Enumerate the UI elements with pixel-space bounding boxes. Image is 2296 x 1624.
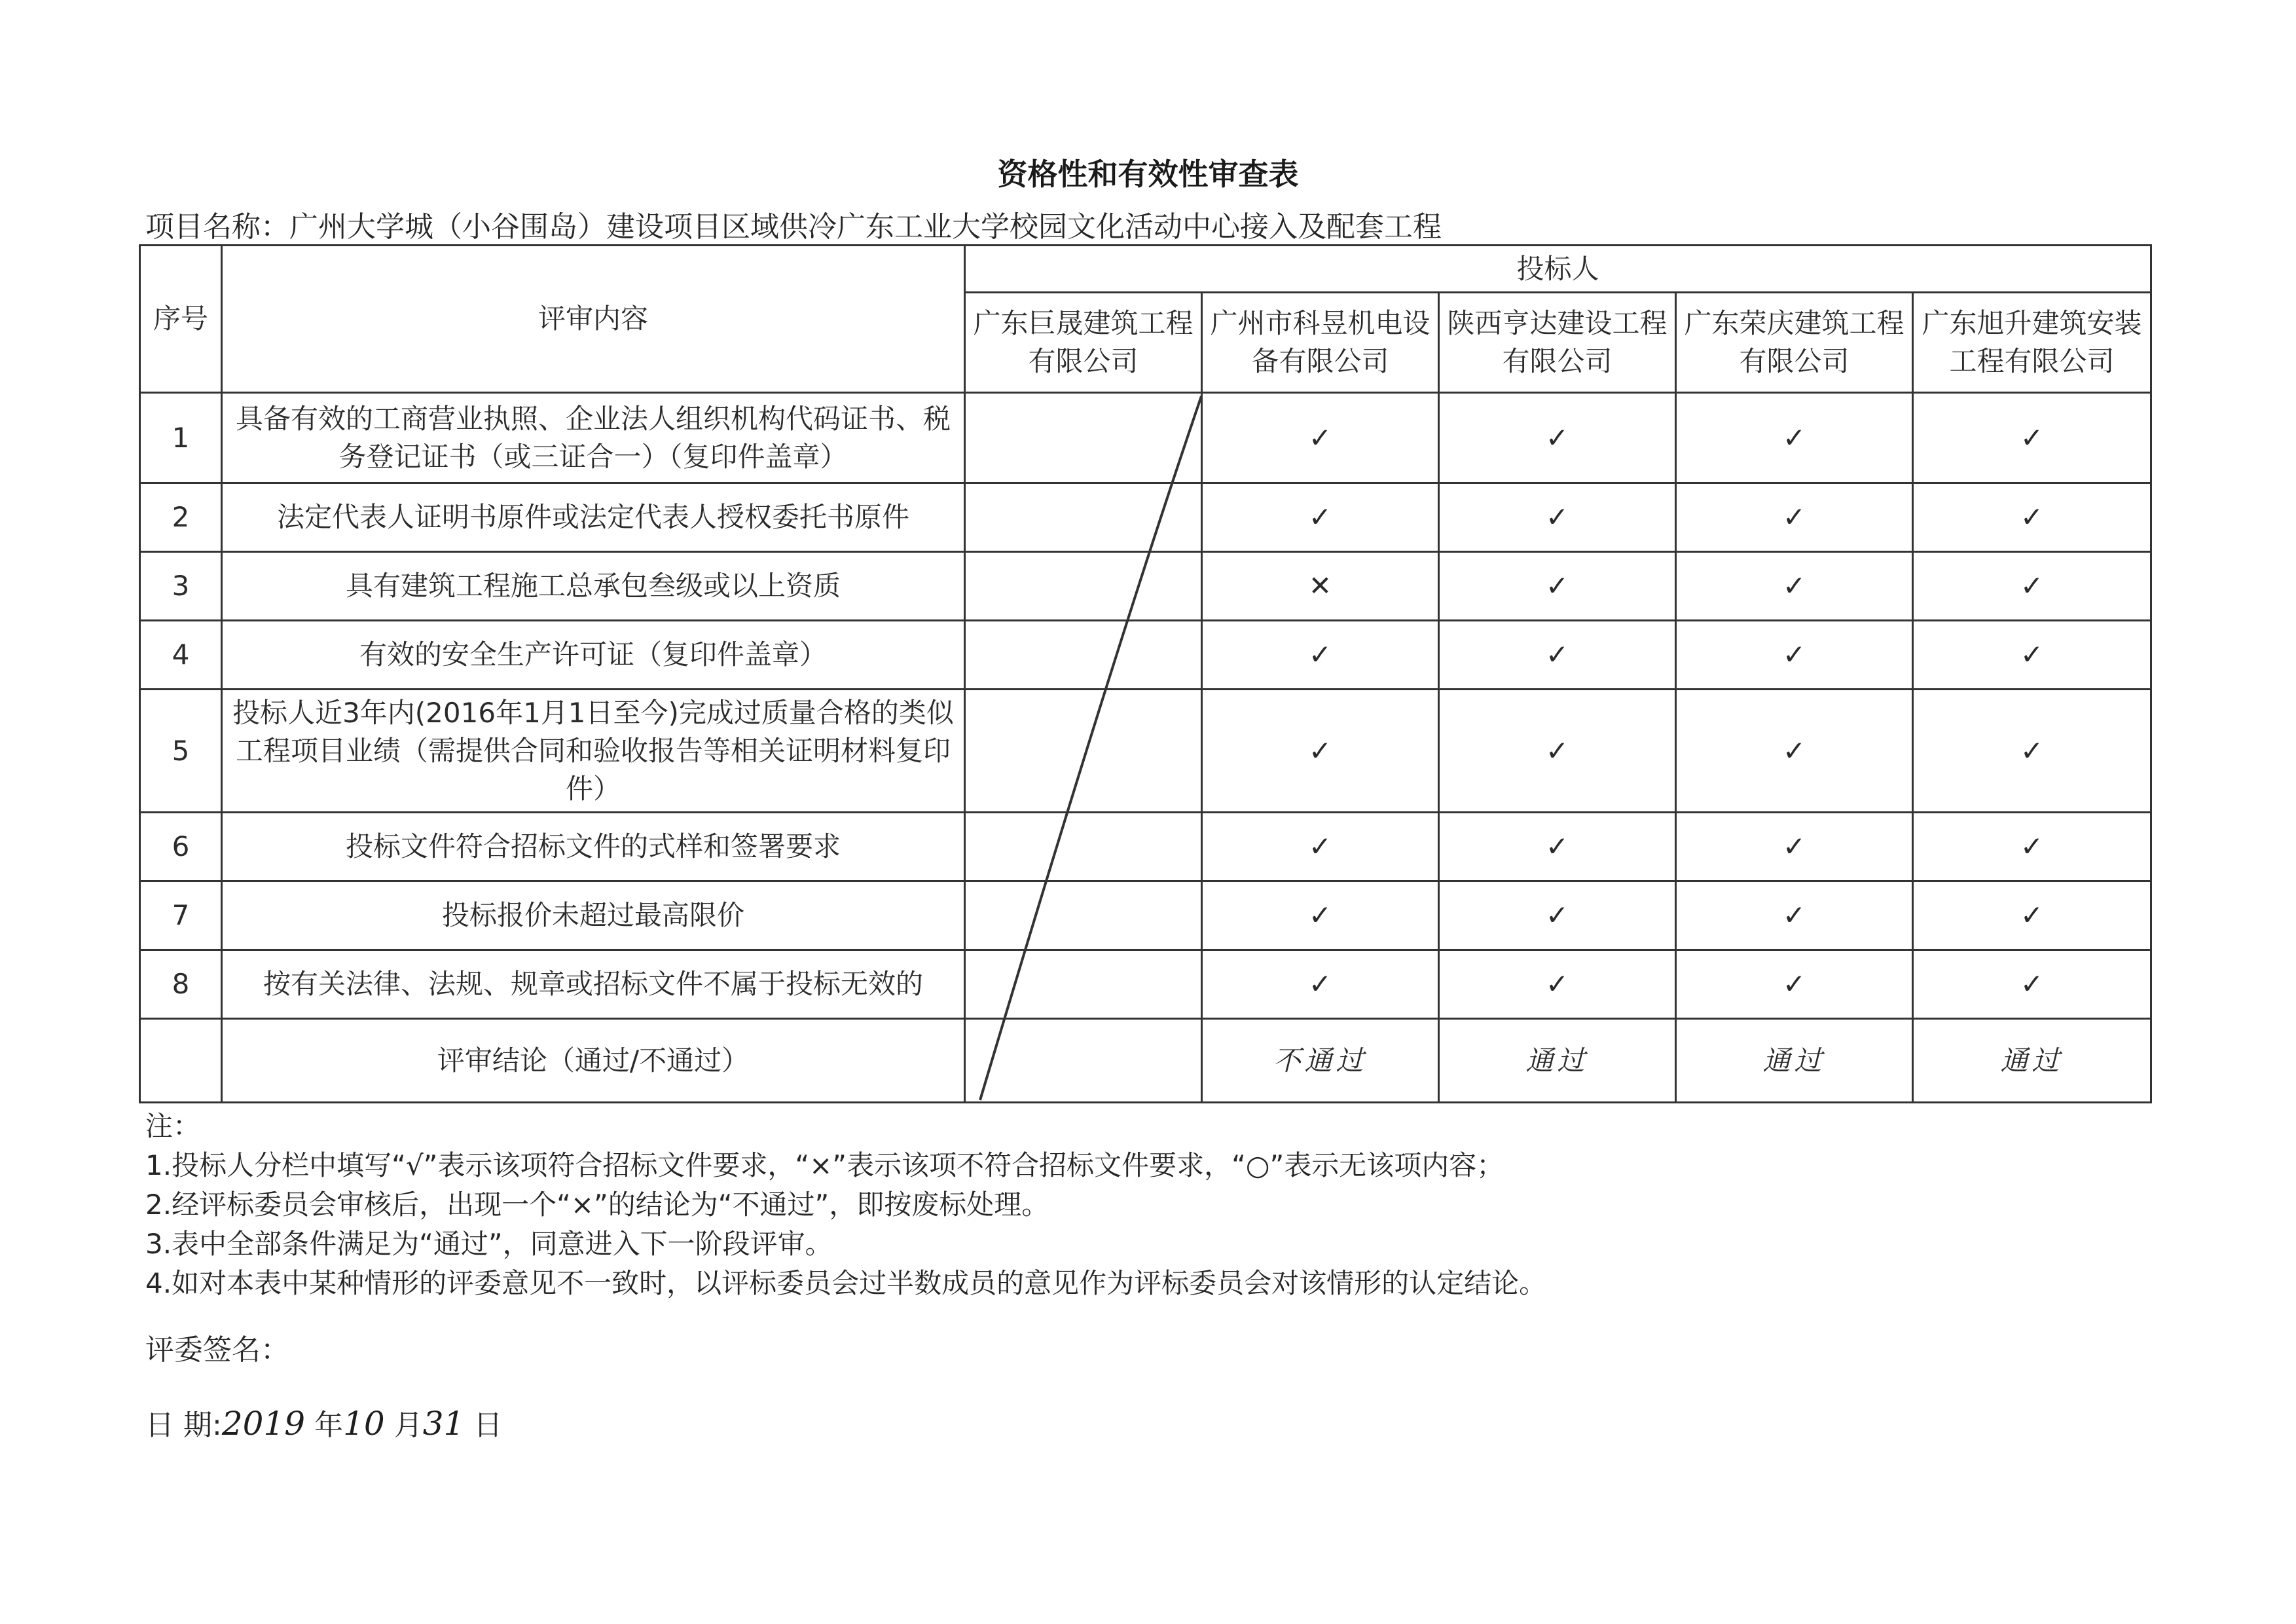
- row-content: 按有关法律、法规、规章或招标文件不属于投标无效的: [222, 950, 965, 1019]
- review-table: [139, 244, 2152, 1103]
- check-icon: ✓: [1202, 881, 1439, 950]
- row-content: 具备有效的工商营业执照、企业法人组织机构代码证书、税务登记证书（或三证合一）（复印件盖章）: [222, 393, 965, 483]
- row-content: 具有建筑工程施工总承包叁级或以上资质: [222, 552, 965, 621]
- row-content: 法定代表人证明书原件或法定代表人授权委托书原件: [222, 483, 965, 552]
- row-number: 7: [140, 881, 222, 950]
- signature-label: 评委签名：: [145, 1333, 289, 1367]
- row-number: 4: [140, 621, 222, 690]
- check-icon: ✓: [1676, 621, 1913, 690]
- check-icon: ✓: [1676, 393, 1913, 483]
- bidder-name: 广州市科昱机电设备有限公司: [1202, 293, 1439, 393]
- check-icon: ✓: [1439, 393, 1676, 483]
- check-icon: ✓: [1676, 552, 1913, 621]
- date-year-unit: 年: [314, 1409, 344, 1442]
- table-row: [140, 813, 2151, 881]
- date-line: [145, 1401, 502, 1443]
- check-icon: ✓: [1439, 690, 1676, 813]
- date-month-unit: 月: [393, 1409, 423, 1442]
- check-icon: ✓: [1676, 690, 1913, 813]
- table-row: [140, 552, 2151, 621]
- row-number: [140, 1019, 222, 1103]
- check-icon: ✓: [1202, 621, 1439, 690]
- table-row: [140, 690, 2151, 813]
- check-icon: ✓: [1913, 813, 2151, 881]
- verdict-cell: 通过: [1676, 1019, 1913, 1103]
- header-bidders: 投标人: [965, 246, 2151, 293]
- mark-cell: [965, 483, 1202, 552]
- header-content: 评审内容: [222, 246, 965, 393]
- table-row: [140, 950, 2151, 1019]
- row-number: 1: [140, 393, 222, 483]
- cross-icon: ✕: [1202, 552, 1439, 621]
- check-icon: ✓: [1202, 690, 1439, 813]
- mark-cell: [965, 552, 1202, 621]
- check-icon: ✓: [1913, 881, 2151, 950]
- project-name: 项目名称：广州大学城（小谷围岛）建设项目区域供冷广东工业大学校园文化活动中心接入及配套工程: [145, 210, 1442, 244]
- verdict-cell: 不通过: [1202, 1019, 1439, 1103]
- check-icon: ✓: [1439, 483, 1676, 552]
- check-icon: ✓: [1913, 483, 2151, 552]
- bidder-name: 广东巨晟建筑工程有限公司: [965, 293, 1202, 393]
- check-icon: ✓: [1913, 393, 2151, 483]
- date-day-unit: 日: [473, 1409, 503, 1442]
- check-icon: ✓: [1202, 813, 1439, 881]
- note-item: 2.经评标委员会审核后，出现一个“×”的结论为“不通过”，即按废标处理。: [145, 1189, 1049, 1221]
- date-label: 日 期:: [145, 1409, 222, 1442]
- mark-cell: [965, 621, 1202, 690]
- date-day: 31: [422, 1405, 465, 1443]
- conclusion-row: [140, 1019, 2151, 1103]
- row-number: 8: [140, 950, 222, 1019]
- row-number: 2: [140, 483, 222, 552]
- note-item: 4.如对本表中某种情形的评委意见不一致时，以评标委员会过半数成员的意见作为评标委员会对该情形的认定结论。: [145, 1267, 1547, 1299]
- notes-section: [145, 1107, 1546, 1303]
- check-icon: ✓: [1913, 621, 2151, 690]
- check-icon: ✓: [1913, 552, 2151, 621]
- check-icon: ✓: [1439, 950, 1676, 1019]
- verdict-cell: [965, 1019, 1202, 1103]
- check-icon: ✓: [1439, 621, 1676, 690]
- note-item: 3.表中全部条件满足为“通过”，同意进入下一阶段评审。: [145, 1228, 833, 1260]
- row-content: 投标报价未超过最高限价: [222, 881, 965, 950]
- bidder-name: 陕西亨达建设工程有限公司: [1439, 293, 1676, 393]
- table-row: [140, 393, 2151, 483]
- check-icon: ✓: [1202, 393, 1439, 483]
- row-content: 投标文件符合招标文件的式样和签署要求: [222, 813, 965, 881]
- mark-cell: [965, 393, 1202, 483]
- verdict-cell: 通过: [1913, 1019, 2151, 1103]
- check-icon: ✓: [1676, 813, 1913, 881]
- check-icon: ✓: [1439, 552, 1676, 621]
- check-icon: ✓: [1676, 881, 1913, 950]
- row-number: 6: [140, 813, 222, 881]
- table-row: [140, 881, 2151, 950]
- check-icon: ✓: [1913, 690, 2151, 813]
- date-year: 2019: [221, 1405, 306, 1443]
- header-seq: 序号: [140, 246, 222, 393]
- check-icon: ✓: [1913, 950, 2151, 1019]
- check-icon: ✓: [1439, 881, 1676, 950]
- notes-heading: 注：: [145, 1110, 201, 1142]
- bidder-name: 广东旭升建筑安装工程有限公司: [1913, 293, 2151, 393]
- conclusion-label: 评审结论（通过/不通过）: [222, 1019, 965, 1103]
- table-row: [140, 483, 2151, 552]
- check-icon: ✓: [1676, 483, 1913, 552]
- mark-cell: [965, 881, 1202, 950]
- date-month: 10: [343, 1405, 385, 1443]
- check-icon: ✓: [1676, 950, 1913, 1019]
- row-content: 有效的安全生产许可证（复印件盖章）: [222, 621, 965, 690]
- row-number: 3: [140, 552, 222, 621]
- note-item: 1.投标人分栏中填写“√”表示该项符合招标文件要求，“×”表示该项不符合招标文件要求，“○”表示无该项内容；: [145, 1149, 1504, 1181]
- mark-cell: [965, 690, 1202, 813]
- check-icon: ✓: [1202, 950, 1439, 1019]
- check-icon: ✓: [1439, 813, 1676, 881]
- row-number: 5: [140, 690, 222, 813]
- mark-cell: [965, 950, 1202, 1019]
- table-row: [140, 621, 2151, 690]
- verdict-cell: 通过: [1439, 1019, 1676, 1103]
- check-icon: ✓: [1202, 483, 1439, 552]
- mark-cell: [965, 813, 1202, 881]
- bidder-name: 广东荣庆建筑工程有限公司: [1676, 293, 1913, 393]
- row-content: 投标人近3年内(2016年1月1日至今)完成过质量合格的类似工程项目业绩（需提供合同和验收报告等相关证明材料复印件）: [222, 690, 965, 813]
- form-title: 资格性和有效性审查表: [997, 157, 1299, 192]
